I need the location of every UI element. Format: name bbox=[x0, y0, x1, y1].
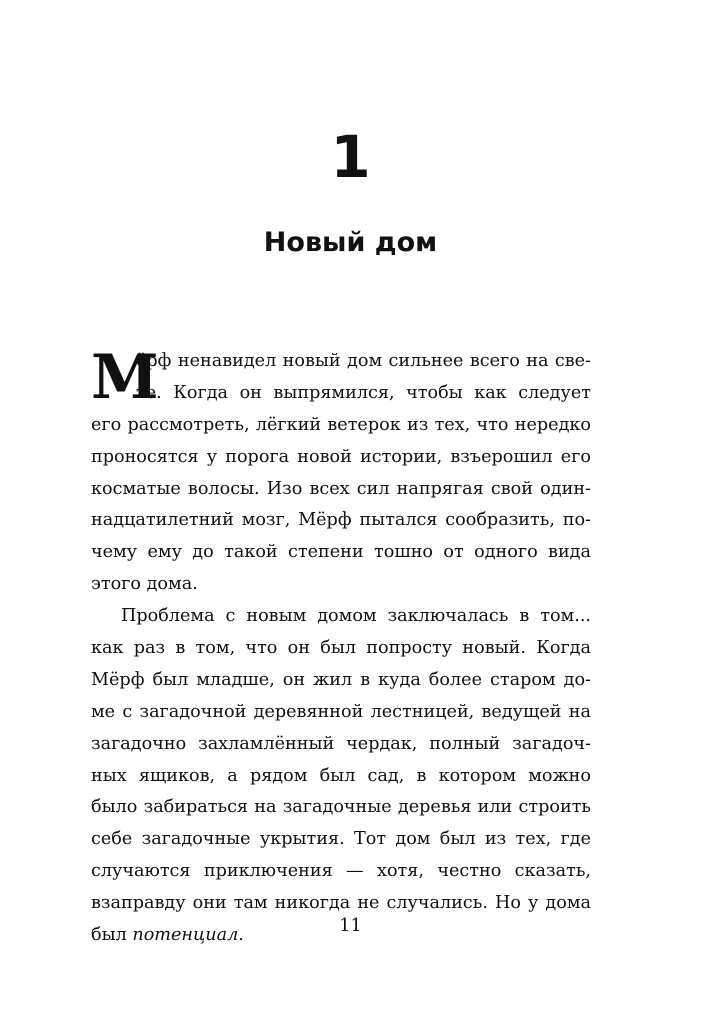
text-line: Мёрф был младше, он жил в куда более старом до- bbox=[91, 669, 591, 690]
text-line: надцатилетний мозг, Мёрф пытался сообразить, по- bbox=[91, 510, 591, 531]
text-line: те. Когда он выпрямился, чтобы как следует bbox=[136, 382, 591, 403]
text-line: ме с загадочной деревянной лестницей, ведущей на bbox=[91, 701, 591, 722]
text-line: взаправду они там никогда не случались. Но у дома bbox=[91, 893, 591, 914]
text-line: косматые волосы. Изо всех сил напрягая свой один- bbox=[91, 478, 591, 499]
text-line: загадочно захламлённый чердак, полный загадоч- bbox=[91, 733, 591, 754]
drop-cap: М bbox=[91, 342, 159, 413]
text-line: ных ящиков, а рядом был сад, в котором можно bbox=[91, 765, 591, 786]
text-line: ёрф ненавидел новый дом сильнее всего на све- bbox=[136, 351, 591, 371]
text-line: как раз в том, что он был попросту новый. Когда bbox=[91, 638, 591, 659]
text-line: проносятся у порога новой истории, взъерошил его bbox=[91, 446, 591, 467]
text-line: его рассмотреть, лёгкий ветерок из тех, что нередко bbox=[91, 414, 591, 435]
chapter-number: 1 bbox=[330, 123, 371, 191]
text-line: чему ему до такой степени тошно от одного вида bbox=[91, 542, 591, 563]
text-line: себе загадочные укрытия. Тот дом был из тех, где bbox=[91, 829, 591, 850]
text-fragment: был bbox=[91, 925, 127, 946]
page-number: 11 bbox=[339, 916, 362, 936]
text-line: случаются приключения — хотя, честно сказать, bbox=[91, 861, 591, 882]
chapter-title: Новый дом bbox=[263, 227, 438, 258]
text-line: Проблема с новым домом заключалась в том... bbox=[121, 606, 591, 627]
text-fragment: . bbox=[238, 925, 244, 946]
text-line: было забираться на загадочные деревья или строить bbox=[91, 797, 591, 818]
text-line: этого дома. bbox=[91, 574, 198, 595]
italic-word: потенциал bbox=[132, 925, 239, 946]
body-text bbox=[91, 342, 591, 952]
